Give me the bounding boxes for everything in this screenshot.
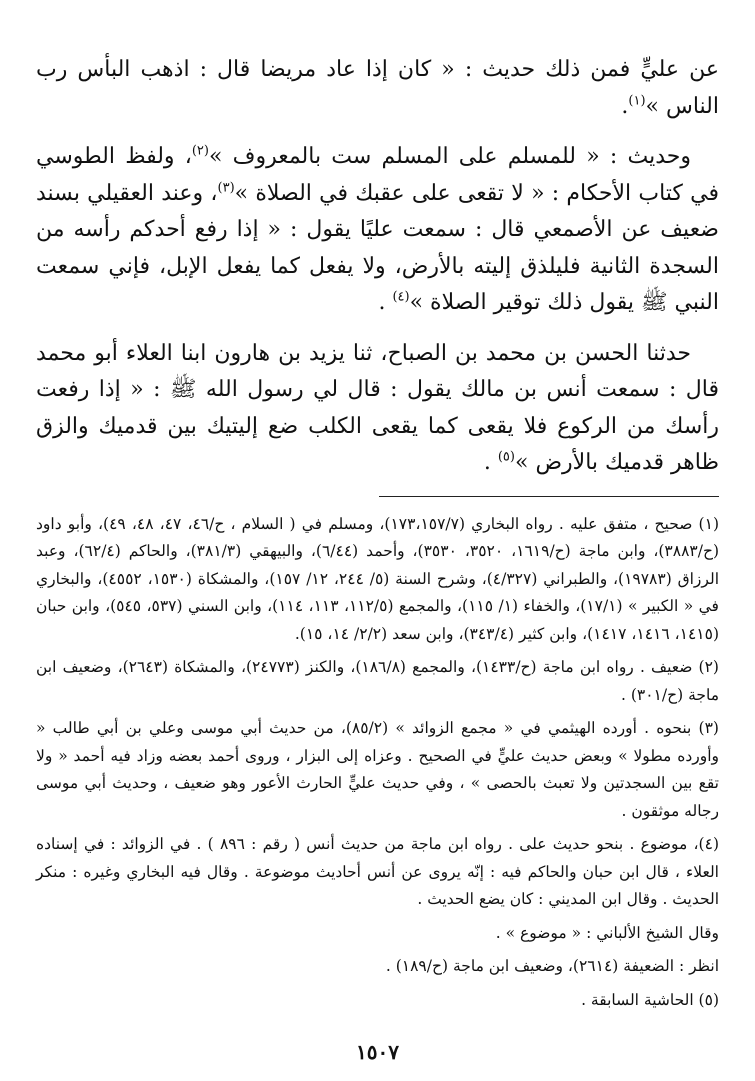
paragraph-2-segment-3: ، وعند العقيلي بسند ضعيف عن الأصمعي قال : سمعت عليًا يقول : « إذا رفع أحدكم رأسه من السجدة الثانية فليلذق إليته بالأرض، ولا يفعل كما يفعل الإبل، فإني سمعت النبي ﷺ يقول ذلك توقير الصلاة » [36,180,719,315]
footnote-ref-2: (٢) [191,143,209,159]
footnote-ref-3: (٣) [217,180,235,196]
paragraph-2-segment-1: وحديث : « للمسلم على المسلم ست بالمعروف » [208,144,691,169]
paragraph-2-segment-2: ، ولفظ الطوسي في كتاب الأحكام : « لا تقعى على عقبك في الصلاة » [36,144,719,206]
footnote-4-albani: وقال الشيخ الألباني : « موضوع » . [495,923,719,942]
footnote-1: (١) صحيح ، متفق عليه . رواه البخاري (١٧٣،١٥٧/٧)، ومسلم في ( السلام ، ح/٤٦، ٤٧، ٤٨، ٤٩)، وأبو داود (ح/٣٨٨٣)، وابن ماجة (ح/١٦١٩، ٣٥٢٠، ٣٥٣٠)، وأحمد (٦/٤٤)، والبيهقي (٣٨١/٣)، والحاكم (٦٢/٤)، وعبد الرزاق (١٩٧٨٣)، والطبراني (٤/٣٢٧)، وشرح السنة (٥/ ٢٤٤، ١٢/ ١٥٧)، والمشكاة (١٥٣٠، ٤٥٥٢)، والبخاري في « الكبير » (١٧/١)، والخفاء (١/ ١١٥)، والمجمع (١١٢/٥، ١١٣، ١١٤)، وابن السني (٥٣٧، ٥٤٥)، وابن حبان (١٤١٥، ١٤١٦، ١٤١٧)، وابن كثير (٣٤٣/٤)، وابن سعد (٢/٢/ ١٤، ١٥). [36,514,720,643]
page-number: ١٥٠٧ [356,1040,399,1064]
footnote-ref-1: (١) [628,93,646,109]
paragraph-2-end: . [378,290,393,315]
paragraph-2 [36,139,719,322]
main-text [36,52,719,482]
paragraph-1-end: . [621,93,629,119]
paragraph-3-text: حدثنا الحسن بن محمد بن الصباح، ثنا يزيد بن هارون ابنا العلاء أبو محمد قال : سمعت أنس بن مالك يقول : قال لي رسول الله ﷺ : « إذا رفعت رأسك من الركوع فلا يقعى كما يقعى الكلب ضع إليتيك بين قدميك والزق ظاهر قدميك بالأرض » [36,340,719,475]
paragraph-3 [36,336,719,482]
footnote-separator [379,496,719,497]
footnote-ref-4: (٤) [392,289,410,305]
footnote-2: (٢) ضعيف . رواه ابن ماجة (ح/١٤٣٣)، والمجمع (١٨٦/٨)، والكنز (٢٤٧٧٣)، والمشكاة (٢٦٤٣)، وضعيف ابن ماجة (ح/٣٠١) . [36,658,719,704]
footnote-5: (٥) الحاشية السابقة . [581,990,719,1009]
paragraph-1-text: عن عليٍّ فمن ذلك حديث : « كان إذا عاد مريضا قال : اذهب البأس رب الناس » [36,57,719,119]
footnote-4: (٤)، موضوع . بنحو حديث على . رواه ابن ماجة من حديث أنس ( رقم : ٨٩٦ ) . في الزوائد : في إسناده العلاء ، قال ابن حبان والحاكم فيه : إنّه يروى عن أنس أحاديث موضوعة . وقال فيه البخاري وغيره : منكر الحديث . وقال ابن المديني : كان يضع الحديث . [36,835,719,908]
footnote-3: (٣) بنحوه . أورده الهيثمي في « مجمع الزوائد » (٨٥/٢)، من حديث أبي موسى وعلي بن أبي طالب « وأورده مطولا » وبعض حديث عليٍّ في الصحيح . وعزاه إلى البزار ، وروى أحمد بعضه وزاد فيه أحمد « ولا تقع بين السجدتين ولا تعبث بالحصى » ، وفي حديث عليٍّ الحارث الأعور وهو ضعيف ، وحديث أبي موسى رجاله موثقون . [36,719,719,820]
footnote-4-refs: انظر : الضعيفة (٢٦١٤)، وضعيف ابن ماجة (ح/١٨٩) . [385,957,719,975]
paragraph-3-end: . [483,450,498,475]
paragraph-1 [36,52,719,125]
footnote-ref-5: (٥) [497,449,515,465]
footnotes [36,511,719,1015]
